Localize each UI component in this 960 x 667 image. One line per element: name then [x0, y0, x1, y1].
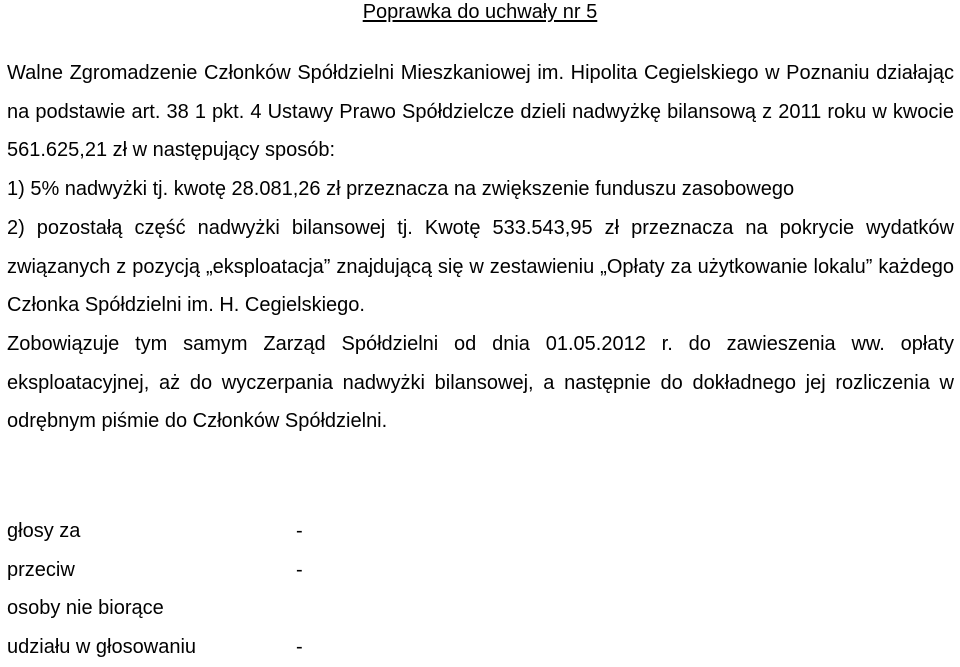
vote-results — [7, 512, 607, 667]
vote-row-against — [7, 551, 607, 590]
vote-label-against: przeciw — [7, 558, 75, 581]
vote-row-abstain-line2 — [7, 628, 607, 667]
vote-row-abstain-line1 — [7, 589, 607, 628]
point-2-paragraph: 2) pozostałą część nadwyżki bilansowej tj. Kwotę 533.543,95 zł przeznacza na pokrycie wydatków związanych z pozycją „eksploatacja” znajdującą się w zestawieniu „Opłaty za użytkowanie lokalu” każdego Członka Spółdzielni im. H. Cegielskiego. — [7, 216, 954, 317]
obligation-paragraph: Zobowiązuje tym samym Zarząd Spółdzielni od dnia 01.05.2012 r. do zawieszenia ww. opłaty eksploatacyjnej, aż do wyczerpania nadwyżki bilansowej, a następnie do dokładnego jej rozliczenia w odrębnym piśmie do Członków Spółdzielni. — [7, 332, 954, 433]
point-1-paragraph: 1) 5% nadwyżki tj. kwotę 28.081,26 zł przeznacza na zwiększenie funduszu zasobowego — [7, 178, 795, 201]
vote-label-abstain-line1: osoby nie biorące — [7, 597, 164, 620]
vote-value-abstain-line2: - — [296, 636, 303, 659]
vote-value-for: - — [296, 520, 303, 542]
intro-paragraph: Walne Zgromadzenie Członków Spółdzielni Mieszkaniowej im. Hipolita Cegielskiego w Poznaniu działając na podstawie art. 38 1 pkt. 4 Ustawy Prawo Spółdzielcze dzieli nadwyżkę bilansową z 2011 roku w kwocie 561.625,21 zł w następujący sposób: — [7, 62, 954, 162]
document-title: Poprawka do uchwały nr 5 — [362, 1, 598, 23]
vote-row-for — [7, 512, 607, 551]
vote-label-abstain-line2: udziału w głosowaniu — [7, 636, 197, 659]
document-body — [7, 54, 954, 441]
vote-label-for: głosy za — [7, 520, 81, 542]
vote-value-against: - — [296, 558, 303, 581]
